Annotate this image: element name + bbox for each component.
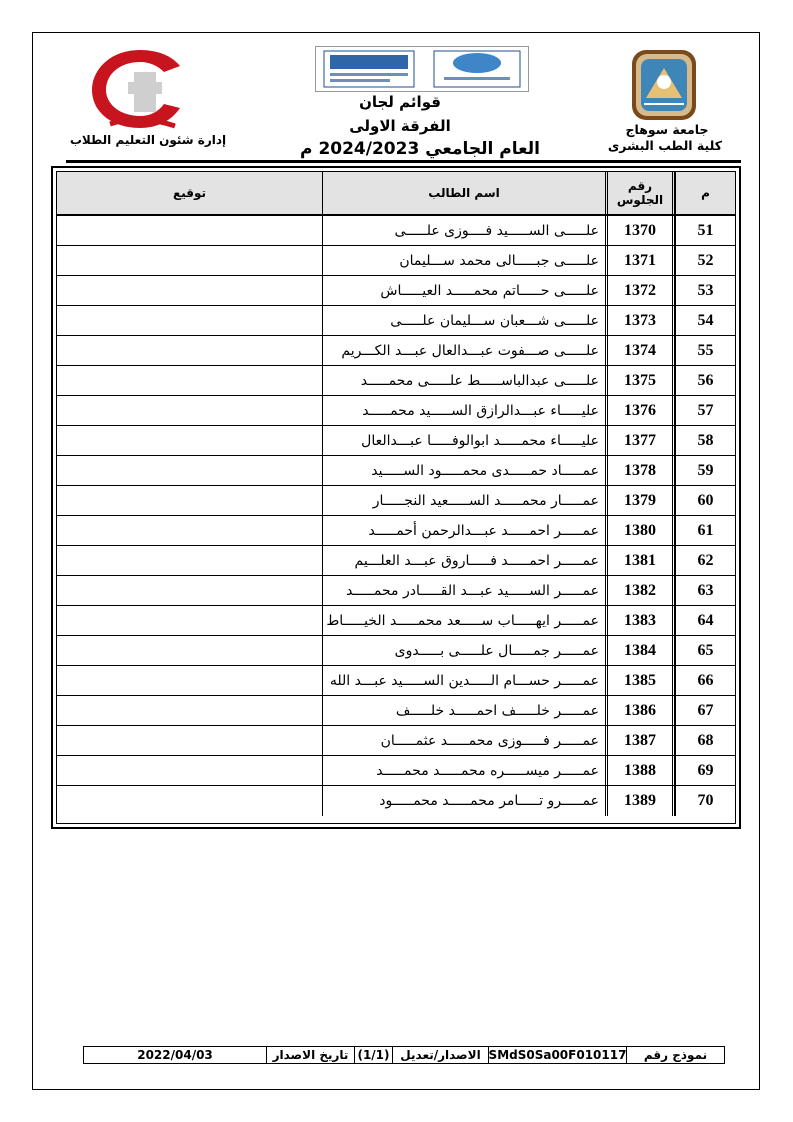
seat-number-cell — [605, 576, 675, 605]
serial-cell-text: 55 — [697, 341, 714, 359]
student-name-cell — [322, 246, 605, 275]
signature-cell — [57, 486, 322, 515]
header-divider — [66, 160, 741, 163]
edition-label: الاصدار/تعديل — [392, 1047, 488, 1063]
student-name-cell-text: عمـــــار محمـــــد الســـــعيد النجـــــار — [372, 492, 599, 509]
seat-number-cell-text: 1371 — [624, 251, 656, 269]
table-row — [57, 726, 735, 756]
table-row — [57, 786, 735, 816]
student-name-cell — [322, 486, 605, 515]
page-subtitle: الفرقة الاولى — [349, 117, 451, 135]
table-row — [57, 456, 735, 486]
seat-number-cell — [605, 216, 675, 245]
serial-cell-text: 59 — [697, 461, 714, 479]
seat-number-cell — [605, 786, 675, 816]
table-row — [57, 306, 735, 336]
page-title: قوائم لجان — [359, 93, 441, 111]
signature-cell — [57, 426, 322, 455]
seat-number-cell — [605, 636, 675, 665]
medical-faculty-logo — [80, 44, 200, 134]
table-row — [57, 216, 735, 246]
issue-date: 2022/04/03 — [137, 1048, 213, 1062]
table-body — [57, 216, 735, 816]
student-name-cell — [322, 756, 605, 785]
serial-cell-text: 53 — [697, 281, 714, 299]
table-row — [57, 666, 735, 696]
table-row — [57, 336, 735, 366]
student-name-cell — [322, 276, 605, 305]
student-name-cell-text: عمـــــر ميســـــره محمـــــد محمـــــد — [376, 762, 599, 779]
student-name-cell — [322, 426, 605, 455]
table-row — [57, 486, 735, 516]
seat-number-cell — [605, 456, 675, 485]
student-name-cell — [322, 306, 605, 335]
student-name-cell — [322, 516, 605, 545]
serial-cell-text: 57 — [697, 401, 714, 419]
table-row — [57, 426, 735, 456]
student-name-cell — [322, 456, 605, 485]
signature-cell — [57, 456, 322, 485]
signature-cell — [57, 696, 322, 725]
signature-cell — [57, 366, 322, 395]
seat-number-cell-text: 1375 — [624, 371, 656, 389]
student-name-cell-text: عمـــــر فـــــوزى محمـــــد عثمـــــان — [380, 732, 599, 749]
signature-cell — [57, 576, 322, 605]
serial-cell — [675, 516, 735, 545]
signature-cell — [57, 276, 322, 305]
serial-cell — [675, 756, 735, 785]
student-name-cell-text: علـــــى عبدالباســـــط علـــــى محمـــــد — [360, 372, 599, 389]
signature-cell — [57, 246, 322, 275]
signature-cell — [57, 756, 322, 785]
serial-cell-text: 54 — [697, 311, 714, 329]
student-name-cell-text: علـــــى صـــفوت عبـــدالعال عبـــد الكـــريم — [341, 342, 599, 359]
committee-list-table — [51, 166, 741, 829]
student-name-cell-text: عمـــــر احمـــــد عبـــدالرحمن أحمـــــد — [368, 522, 599, 539]
university-seal-logo — [624, 48, 704, 122]
seat-number-cell-text: 1374 — [624, 341, 656, 359]
signature-cell — [57, 636, 322, 665]
seat-number-cell — [605, 426, 675, 455]
serial-cell — [675, 276, 735, 305]
student-name-cell — [322, 636, 605, 665]
seat-number-cell — [605, 336, 675, 365]
signature-cell — [57, 606, 322, 635]
serial-cell — [675, 366, 735, 395]
student-name-cell-text: عمـــــاد حمـــــدى محمـــــود الســـــيد — [371, 462, 599, 479]
seat-number-cell — [605, 666, 675, 695]
serial-cell-text: 61 — [697, 521, 714, 539]
seat-number-cell-text: 1373 — [624, 311, 656, 329]
seat-number-cell-text: 1380 — [624, 521, 656, 539]
form-code: SMdS0Sa00F010117 — [488, 1048, 627, 1062]
student-name-cell-text: عمـــــر حســـام الـــــدين الســـــيد عبـــد الله — [329, 672, 599, 689]
table-row — [57, 756, 735, 786]
seat-number-cell-text: 1388 — [624, 761, 656, 779]
header-seat-number: رقم الجلوس — [605, 172, 675, 214]
form-footer — [83, 1046, 725, 1064]
seat-number-cell — [605, 546, 675, 575]
serial-cell — [675, 486, 735, 515]
seat-number-cell-text: 1379 — [624, 491, 656, 509]
serial-cell — [675, 246, 735, 275]
student-name-cell-text: علـــــى الســـــيد فــــوزى علـــــى — [394, 222, 599, 239]
seat-number-cell — [605, 516, 675, 545]
table-row — [57, 276, 735, 306]
table-row — [57, 546, 735, 576]
seat-number-cell-text: 1385 — [624, 671, 656, 689]
student-name-cell — [322, 336, 605, 365]
serial-cell — [675, 576, 735, 605]
seat-number-cell — [605, 726, 675, 755]
certification-badge — [315, 46, 529, 92]
edition-value: (1/1) — [354, 1047, 392, 1063]
issue-date-label: تاريخ الاصدار — [266, 1047, 354, 1063]
serial-cell — [675, 546, 735, 575]
table-row — [57, 246, 735, 276]
department-name: إدارة شئون التعليم الطلاب — [69, 133, 227, 147]
seat-number-cell-text: 1383 — [624, 611, 656, 629]
serial-cell — [675, 636, 735, 665]
seat-number-cell-text: 1377 — [624, 431, 656, 449]
serial-cell — [675, 726, 735, 755]
seat-number-cell — [605, 366, 675, 395]
seat-number-cell — [605, 246, 675, 275]
table-row — [57, 606, 735, 636]
signature-cell — [57, 666, 322, 695]
serial-cell — [675, 786, 735, 816]
header-signature: توقيع — [173, 186, 206, 200]
serial-cell — [675, 696, 735, 725]
serial-cell — [675, 216, 735, 245]
seat-number-cell — [605, 396, 675, 425]
form-number-label: نموذج رقم — [626, 1047, 724, 1063]
seat-number-cell-text: 1381 — [624, 551, 656, 569]
signature-cell — [57, 396, 322, 425]
seat-number-cell-text: 1376 — [624, 401, 656, 419]
student-name-cell-text: عمـــــر جمـــــال علـــــى بـــــدوى — [394, 642, 599, 659]
student-name-cell — [322, 726, 605, 755]
student-name-cell-text: عليـــــاء محمـــــد ابوالوفـــــا عبـــدالعال — [361, 432, 599, 449]
table-row — [57, 516, 735, 546]
student-name-cell — [322, 696, 605, 725]
serial-cell-text: 62 — [697, 551, 714, 569]
seat-number-cell — [605, 756, 675, 785]
serial-cell-text: 67 — [697, 701, 714, 719]
student-name-cell — [322, 576, 605, 605]
student-name-cell-text: عمـــــرو تـــــامر محمـــــد محمـــــود — [379, 793, 599, 809]
seat-number-cell — [605, 696, 675, 725]
serial-cell-text: 52 — [697, 251, 714, 269]
seat-number-cell-text: 1372 — [624, 281, 656, 299]
faculty-name: كلية الطب البشرى — [607, 138, 722, 153]
serial-cell-text: 58 — [697, 431, 714, 449]
student-name-cell-text: علـــــى حـــــاتم محمـــــد العيـــــاش — [380, 282, 599, 299]
student-name-cell-text: عمـــــر الســـــيد عبـــد القـــــادر محمـــــد — [346, 582, 599, 599]
student-name-cell-text: عمـــــر خلـــــف احمـــــد خلـــــف — [395, 702, 599, 719]
signature-cell — [57, 336, 322, 365]
serial-cell-text: 69 — [697, 761, 714, 779]
table-header — [57, 172, 735, 216]
seat-number-cell — [605, 306, 675, 335]
serial-cell-text: 51 — [697, 221, 714, 239]
header-serial: م — [675, 172, 735, 214]
student-name-cell-text: عمـــــر ايهـــــاب ســـــعد محمـــــد الخيـــــاط — [326, 612, 599, 629]
serial-cell-text: 68 — [697, 731, 714, 749]
serial-cell-text: 64 — [697, 611, 714, 629]
student-name-cell — [322, 546, 605, 575]
signature-cell — [57, 546, 322, 575]
serial-cell-text: 70 — [697, 792, 714, 809]
student-name-cell-text: عليـــــاء عبـــدالرازق الســـــيد محمـــــد — [362, 402, 599, 419]
signature-cell — [57, 516, 322, 545]
signature-cell — [57, 306, 322, 335]
header-student-name: اسم الطالب — [322, 172, 605, 214]
table-row — [57, 636, 735, 666]
seat-number-cell-text: 1378 — [624, 461, 656, 479]
serial-cell-text: 65 — [697, 641, 714, 659]
serial-cell — [675, 396, 735, 425]
student-name-cell — [322, 366, 605, 395]
serial-cell — [675, 306, 735, 335]
student-name-cell — [322, 216, 605, 245]
serial-cell-text: 66 — [697, 671, 714, 689]
serial-cell — [675, 336, 735, 365]
seat-number-cell — [605, 486, 675, 515]
university-name: جامعة سوهاج — [625, 122, 709, 137]
student-name-cell-text: عمـــــر احمـــــد فـــــاروق عبـــد العلـــيم — [354, 552, 599, 569]
student-name-cell — [322, 606, 605, 635]
signature-cell — [57, 786, 322, 816]
seat-number-cell — [605, 276, 675, 305]
serial-cell-text: 60 — [697, 491, 714, 509]
student-name-cell — [322, 786, 605, 816]
seat-number-cell — [605, 606, 675, 635]
seat-number-cell-text: 1389 — [624, 792, 656, 809]
seat-number-cell-text: 1384 — [624, 641, 656, 659]
student-name-cell — [322, 666, 605, 695]
serial-cell — [675, 456, 735, 485]
seat-number-cell-text: 1387 — [624, 731, 656, 749]
student-name-cell-text: علـــــى جبـــــالى محمد ســـليمان — [399, 252, 599, 269]
signature-cell — [57, 216, 322, 245]
serial-cell-text: 56 — [697, 371, 714, 389]
student-name-cell-text: علـــــى شـــعبان ســـليمان علـــــى — [390, 312, 599, 329]
serial-cell — [675, 606, 735, 635]
seat-number-cell-text: 1382 — [624, 581, 656, 599]
student-name-cell — [322, 396, 605, 425]
table-row — [57, 366, 735, 396]
academic-year: العام الجامعي 2024/2023 م — [300, 139, 540, 159]
table-row — [57, 696, 735, 726]
serial-cell — [675, 426, 735, 455]
serial-cell — [675, 666, 735, 695]
seat-number-cell-text: 1386 — [624, 701, 656, 719]
signature-cell — [57, 726, 322, 755]
seat-number-cell-text: 1370 — [624, 221, 656, 239]
table-row — [57, 576, 735, 606]
serial-cell-text: 63 — [697, 581, 714, 599]
table-row — [57, 396, 735, 426]
